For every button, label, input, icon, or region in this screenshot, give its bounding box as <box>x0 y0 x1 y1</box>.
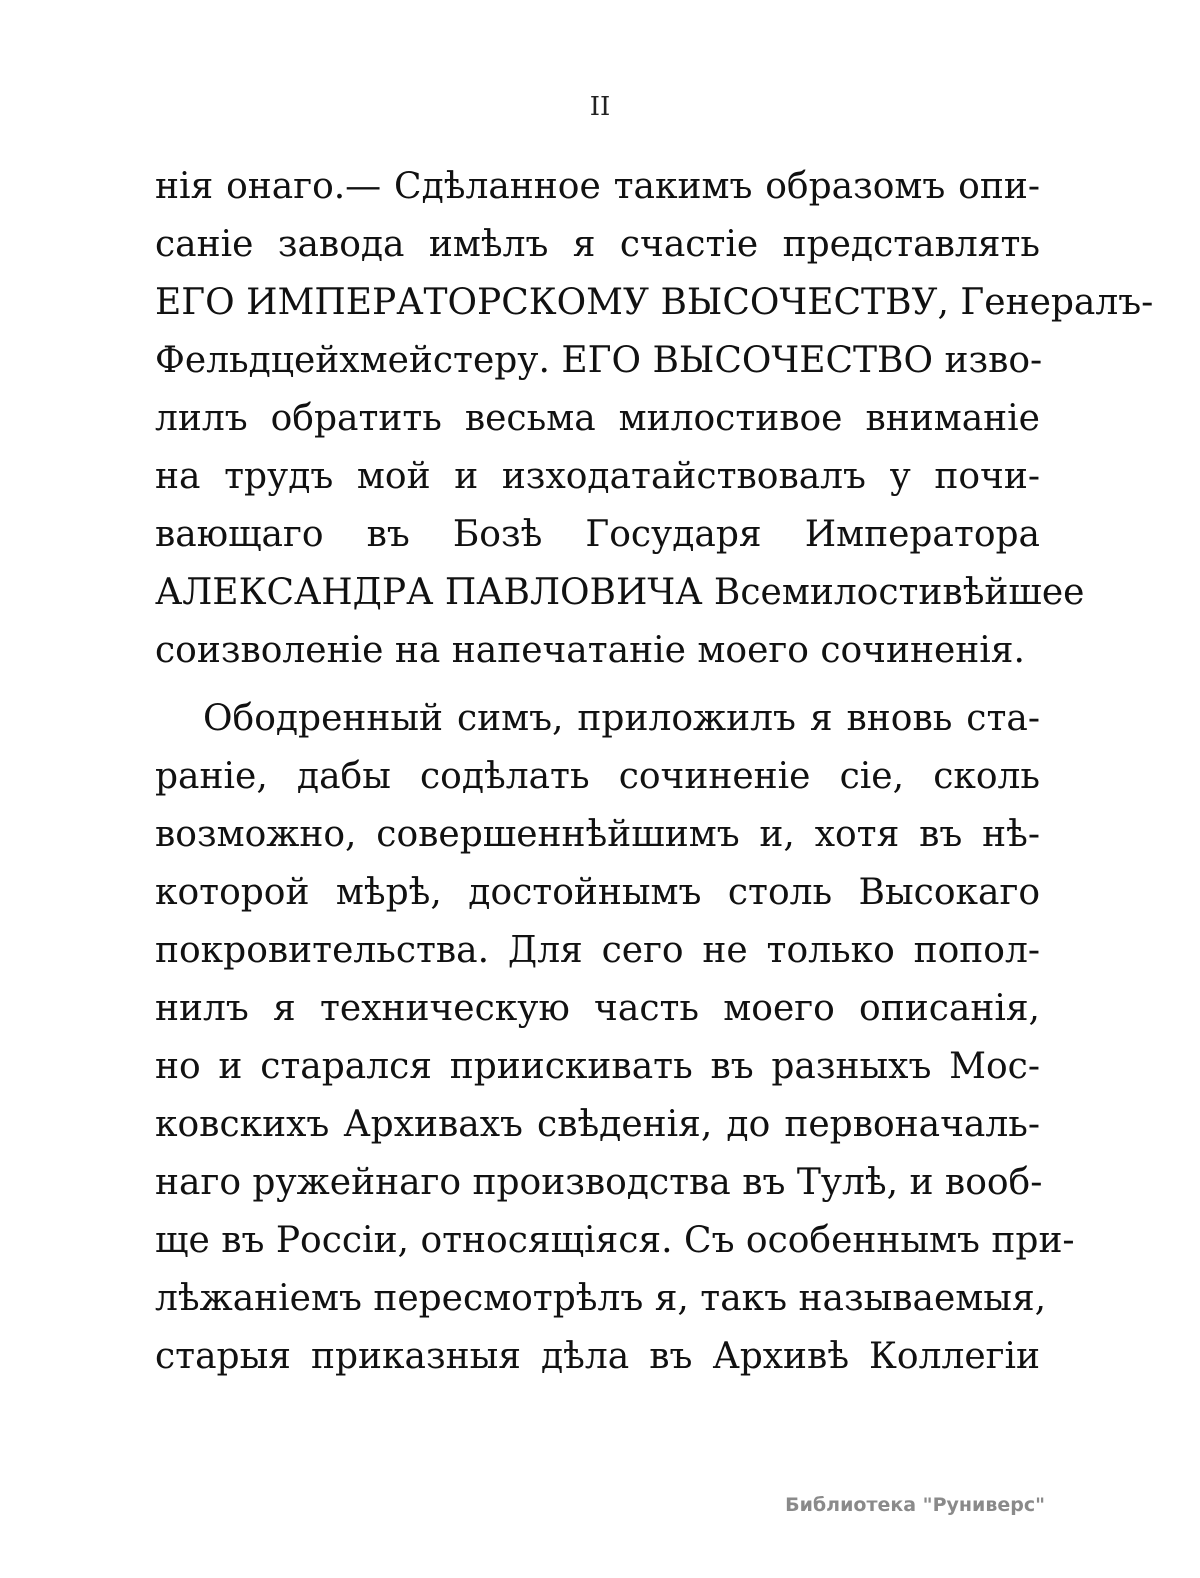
library-watermark: Библиотека "Руниверс" <box>785 1494 1045 1516</box>
text-line: Фельдцейхмейстеру. ЕГО ВЫСОЧЕСТВО изво- <box>155 340 1043 381</box>
text-line: раніе, дабы содѣлать сочиненіе сіе, сколь <box>155 756 1040 797</box>
text-line: наго ружейнаго производства въ Тулѣ, и вооб- <box>155 1162 1043 1203</box>
text-line: которой мѣрѣ, достойнымъ столь Высокаго <box>155 872 1040 913</box>
text-line: старыя приказныя дѣла въ Архивѣ Коллегіи <box>155 1336 1040 1377</box>
text-line: но и старался приискивать въ разныхъ Мос- <box>155 1046 1040 1087</box>
text-line: лилъ обратить весьма милостивое вниманіе <box>155 398 1040 439</box>
text-line: возможно, совершеннѣйшимъ и, хотя въ нѣ- <box>155 814 1040 855</box>
text-line: ковскихъ Архивахъ свѣденія, до первоначаль- <box>155 1104 1040 1145</box>
page-number: II <box>589 92 611 122</box>
text-line: на трудъ мой и изходатайствовалъ у почи- <box>155 456 1040 497</box>
paragraph <box>155 690 1075 1386</box>
text-line: нія онаго.— Сдѣланное такимъ образомъ опи- <box>155 166 1040 207</box>
text-line: покровительства. Для сего не только попол- <box>155 930 1040 971</box>
body-text <box>155 158 1154 1386</box>
text-line: соизволеніе на напечатаніе моего сочиненія. <box>155 630 1025 671</box>
text-line: ЕГО ИМПЕРАТОРСКОМУ ВЫСОЧЕСТВУ, Генералъ- <box>155 282 1154 323</box>
text-line: АЛЕКСАНДРА ПАВЛОВИЧА Всемилостивѣйшее <box>155 572 1085 613</box>
paragraph <box>155 158 1154 680</box>
text-line: нилъ я техническую часть моего описанія, <box>155 988 1040 1029</box>
text-line: вающаго въ Бозѣ Государя Императора <box>155 514 1040 555</box>
paragraph-gap <box>155 680 1040 690</box>
text-line: ще въ Россіи, относящіяся. Съ особеннымъ при- <box>155 1220 1075 1261</box>
text-line: Ободренный симъ, приложилъ я вновь ста- <box>203 698 1040 739</box>
text-line: лѣжаніемъ пересмотрѣлъ я, такъ называемыя, <box>155 1278 1047 1319</box>
text-line: саніе завода имѣлъ я счастіе представлять <box>155 224 1040 265</box>
